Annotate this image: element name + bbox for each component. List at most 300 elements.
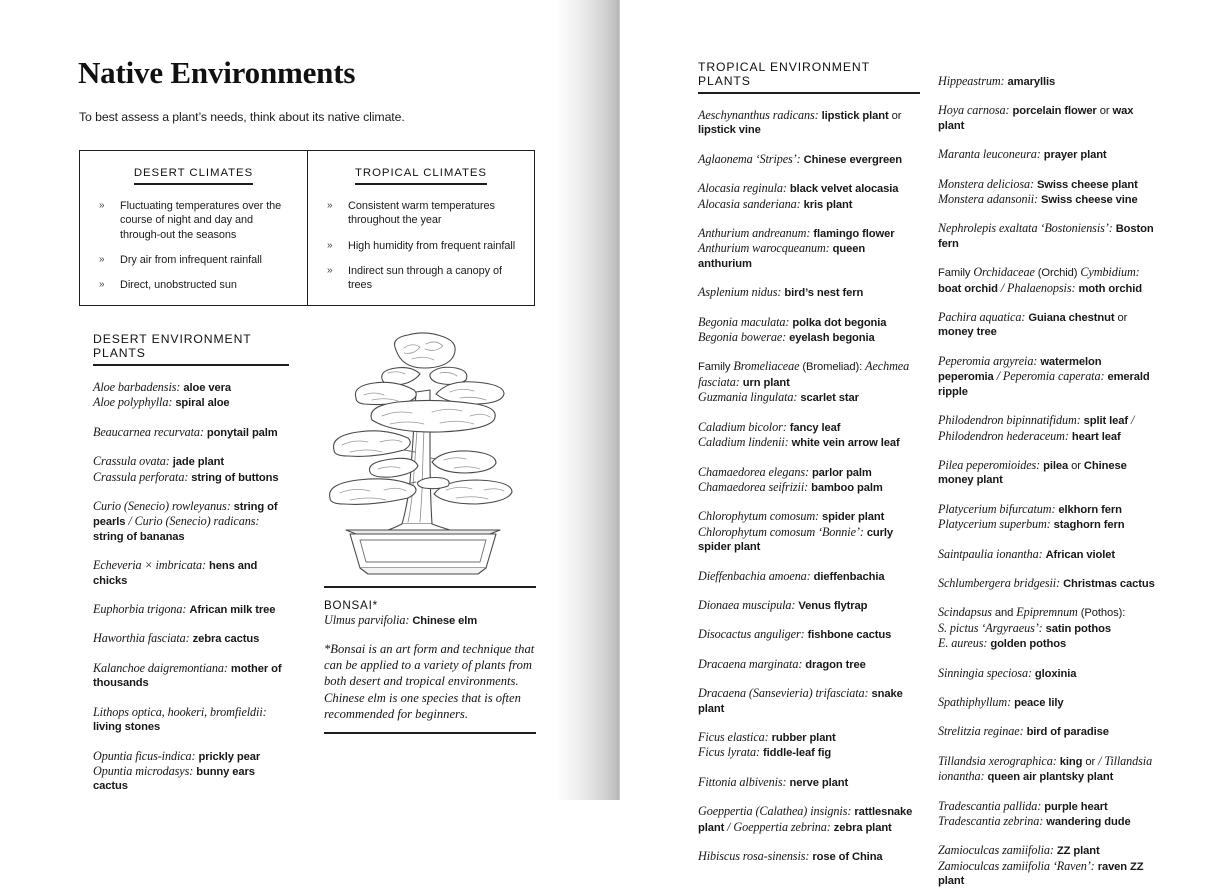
plant-entry <box>93 602 289 617</box>
plant-conjunction: or <box>1114 312 1128 325</box>
plant-group <box>698 315 920 346</box>
plant-entry <box>698 686 920 716</box>
bonsai-footnote: *Bonsai is an art form and technique that can be applied to a variety of plants from both desert and tropical environments. Chinese elm is one species that is often recommended for beginners. <box>324 642 535 721</box>
plant-separator: / <box>1128 413 1135 428</box>
plant-entry <box>93 454 289 469</box>
plant-entry <box>938 621 1160 636</box>
plant-common-name: staghorn fern <box>1053 519 1125 532</box>
plant-prefix: Family <box>938 267 974 280</box>
plant-entry <box>698 330 920 345</box>
plant-common-name: scarlet star <box>800 392 859 405</box>
plant-group <box>938 754 1160 785</box>
plant-latin-name: Aloe polyphylla: <box>93 395 173 410</box>
plant-roman-text: (Orchid) <box>1034 267 1081 280</box>
plant-common-name: emerald ripple <box>938 371 1150 398</box>
plant-latin-name: Peperomia argyreia: <box>938 353 1038 368</box>
plant-group <box>93 705 289 735</box>
plant-common-name: urn plant <box>742 376 790 389</box>
plant-entry <box>938 859 1160 889</box>
plant-latin-name: Asplenium nidus: <box>698 285 782 300</box>
plant-latin-name: Tradescantia zebrina: <box>938 814 1044 828</box>
plant-common-name: watermelon peperomia <box>938 355 1102 384</box>
chevron-right-icon: » <box>99 200 105 211</box>
plant-group <box>938 413 1160 444</box>
plant-latin-name: Maranta leuconeura: <box>938 147 1041 162</box>
desert-plants-section <box>93 332 289 794</box>
climate-bullet-text: High humidity from frequent rainfall <box>348 239 516 252</box>
chevron-right-icon: » <box>327 264 333 276</box>
plant-latin-name: Euphorbia trigona: <box>93 602 187 617</box>
tropical-plants-list-2 <box>938 74 1160 889</box>
plant-latin-name: Tillandsia xerographica: <box>938 753 1057 768</box>
plant-entry <box>698 598 920 613</box>
plant-common-name: golden pothos <box>990 638 1067 651</box>
climate-bullet <box>322 264 520 293</box>
plant-latin-name: E. aureus: <box>938 636 988 651</box>
plant-group <box>698 627 920 642</box>
plant-common-name: jade plant <box>172 456 224 469</box>
plant-entry <box>938 147 1160 162</box>
plant-common-name: wandering dude <box>1046 816 1131 828</box>
plant-group <box>938 576 1160 591</box>
plant-group <box>938 695 1160 710</box>
plant-group <box>938 724 1160 739</box>
plant-latin-name: Kalanchoe daigremontiana: <box>93 660 228 675</box>
plant-entry <box>698 509 920 524</box>
plant-entry <box>938 310 1160 340</box>
desert-climates-column <box>80 151 307 305</box>
desert-climates-heading: DESERT CLIMATES <box>134 167 253 185</box>
plant-common-name: porcelain flower <box>1012 105 1097 118</box>
plant-common-name: fiddle-leaf fig <box>763 747 832 760</box>
plant-common-name: Guiana chestnut <box>1028 312 1115 325</box>
plant-entry <box>698 465 920 480</box>
plant-entry <box>698 480 920 495</box>
plant-common-name: fishbone cactus <box>807 629 892 642</box>
plant-latin-name: Aeschynanthus radicans: <box>698 108 819 122</box>
plant-entry <box>698 657 920 672</box>
plant-common-name: amaryllis <box>1007 76 1056 88</box>
plant-group <box>698 598 920 613</box>
plant-common-name: ZZ plant <box>1056 845 1100 858</box>
plant-common-name: sky plant <box>1065 771 1114 784</box>
plant-latin-name: Lithops optica, hookeri, bromfieldii: <box>93 704 267 719</box>
plant-latin-name: Aloe barbadensis: <box>93 380 181 394</box>
plant-conjunction: or <box>1068 459 1084 472</box>
plant-entry <box>93 558 289 588</box>
plant-entry <box>938 724 1160 739</box>
plant-common-name: dragon tree <box>805 658 866 671</box>
plant-common-name: dieffenbachia <box>813 570 885 583</box>
plant-entry <box>698 420 920 435</box>
plant-common-name: king <box>1059 755 1083 768</box>
plant-entry <box>698 804 920 835</box>
plant-group <box>938 502 1160 533</box>
plant-latin-name: Chlorophytum comosum ‘Bonnie’: <box>698 524 864 539</box>
plant-entry <box>938 814 1160 829</box>
plant-common-name: rattlesnake plant <box>698 806 913 834</box>
plant-common-name: boat orchid <box>938 282 998 295</box>
plant-separator: / <box>993 369 1003 384</box>
plant-group <box>698 657 920 672</box>
left-page <box>0 0 556 800</box>
plant-latin-name: Platycerium superbum: <box>938 517 1051 532</box>
plant-common-name: black velvet alocasia <box>789 183 899 196</box>
plant-entry <box>938 413 1160 428</box>
plant-common-name: heart leaf <box>1071 430 1121 443</box>
plant-roman-text: (Bromeliad): <box>799 361 866 374</box>
plant-latin-name: Dracaena marginata: <box>698 656 803 671</box>
plant-latin-name: Hippeastrum: <box>938 74 1005 88</box>
tropical-climates-heading: TROPICAL CLIMATES <box>355 167 487 185</box>
plant-entry <box>698 745 920 760</box>
tropical-plants-column-2 <box>938 60 1160 889</box>
desert-climates-bullets <box>94 199 293 292</box>
plant-conjunction: or <box>888 110 902 122</box>
plant-latin-name: Peperomia caperata: <box>1002 369 1105 384</box>
plant-group <box>698 730 920 761</box>
plant-entry <box>698 627 920 642</box>
plant-group <box>938 221 1160 251</box>
plant-latin-name: S. pictus ‘Argyraeus’: <box>938 620 1043 635</box>
plant-group <box>938 354 1160 399</box>
plant-entry <box>938 458 1160 488</box>
plant-group <box>93 380 289 411</box>
plant-latin-name: Disocactus anguliger: <box>698 627 805 642</box>
plant-group <box>698 775 920 790</box>
plant-latin-name: Bromeliaceae <box>733 359 800 374</box>
desert-plants-list <box>93 380 289 794</box>
plant-latin-name: Pilea peperomioides: <box>938 457 1041 472</box>
plant-latin-name: Chamaedorea elegans: <box>698 464 809 479</box>
plant-entry <box>938 666 1160 681</box>
plant-group <box>938 458 1160 488</box>
plant-entry <box>698 226 920 241</box>
plant-conjunction: or <box>1082 755 1099 768</box>
plant-latin-name: Epipremnum <box>1016 605 1078 620</box>
plant-separator: / <box>997 280 1007 295</box>
plant-common-name: split leaf <box>1083 415 1129 428</box>
plant-latin-name: Beaucarnea recurvata: <box>93 424 204 439</box>
plant-latin-name: Strelitzia reginae: <box>938 724 1024 739</box>
plant-entry <box>93 395 289 410</box>
plant-entry <box>698 435 920 450</box>
plant-entry <box>938 605 1160 620</box>
plant-common-name: kris plant <box>803 198 853 211</box>
plant-latin-name: Dieffenbachia amoena: <box>698 568 811 583</box>
plant-common-name: moth orchid <box>1078 282 1142 295</box>
plant-common-name: flamingo flower <box>813 228 895 241</box>
plant-latin-name: Caladium bicolor: <box>698 419 787 434</box>
plant-group <box>93 454 289 485</box>
plant-common-name: string of bananas <box>93 530 185 543</box>
desert-plants-heading: DESERT ENVIRONMENT PLANTS <box>93 332 289 366</box>
plant-group <box>93 499 289 544</box>
plant-group <box>938 265 1160 296</box>
plant-common-name: Swiss cheese vine <box>1041 194 1138 207</box>
plant-group <box>93 749 289 794</box>
plant-entry <box>938 74 1160 89</box>
plant-entry <box>698 152 920 167</box>
plant-group <box>698 108 920 138</box>
plant-latin-name: Ficus elastica: <box>698 729 769 744</box>
plant-common-name: Boston fern <box>938 223 1154 250</box>
bonsai-caption-title: BONSAI* <box>324 599 378 612</box>
plant-entry <box>93 631 289 646</box>
plant-entry <box>93 425 289 440</box>
plant-group <box>93 558 289 588</box>
plant-latin-name: Sinningia speciosa: <box>938 665 1032 680</box>
plant-separator: / <box>125 514 135 529</box>
plant-latin-name: Chlorophytum comosum: <box>698 509 820 524</box>
page-gutter-shadow <box>556 0 620 800</box>
plant-common-name: rubber plant <box>771 731 836 744</box>
plant-common-name: string of buttons <box>191 471 279 484</box>
plant-latin-name: Curio (Senecio) rowleyanus: <box>93 499 231 514</box>
plant-group <box>938 74 1160 89</box>
plant-latin-name: Dracaena (Sansevieria) trifasciata: <box>698 686 869 701</box>
intro-text: To best assess a plant’s needs, think about its native climate. <box>79 110 405 124</box>
plant-latin-name: Opuntia microdasys: <box>93 763 194 778</box>
bonsai-latin-name: Ulmus parvifolia: <box>324 613 410 627</box>
plant-common-name: curly spider plant <box>698 526 894 554</box>
plant-latin-name: Scindapsus <box>938 605 992 620</box>
plant-entry <box>938 695 1160 710</box>
plant-common-name: lipstick plant <box>821 110 889 122</box>
plant-common-name: mother of thousands <box>93 662 282 690</box>
plant-common-name: satin pothos <box>1045 622 1111 635</box>
plant-latin-name: Haworthia fasciata: <box>93 631 190 646</box>
plant-common-name: spider plant <box>822 511 885 524</box>
plant-latin-name: Chamaedorea seifrizii: <box>698 479 809 494</box>
plant-common-name: hens and chicks <box>93 560 258 587</box>
plant-common-name: bunny ears cactus <box>93 765 255 793</box>
plant-group <box>938 103 1160 133</box>
plant-common-name: African milk tree <box>189 604 276 617</box>
plant-common-name: bird of paradise <box>1026 726 1109 739</box>
plant-latin-name: Goeppertia zebrina: <box>733 819 831 834</box>
plant-entry <box>938 221 1160 251</box>
plant-latin-name: Schlumbergera bridgesii: <box>938 575 1061 590</box>
plant-latin-name: Anthurium warocqueanum: <box>698 241 830 256</box>
plant-common-name: Chinese money plant <box>938 459 1127 487</box>
plant-entry <box>698 241 920 271</box>
plant-latin-name: Hoya carnosa: <box>938 103 1010 118</box>
plant-latin-name: Ficus lyrata: <box>698 745 760 760</box>
tropical-plants-list-1 <box>698 108 920 864</box>
plant-group <box>698 152 920 167</box>
plant-common-name: aloe vera <box>183 382 231 394</box>
right-page <box>620 0 1232 888</box>
plant-entry <box>93 705 289 735</box>
plant-group <box>698 569 920 584</box>
plant-entry <box>938 103 1160 133</box>
plant-common-name: snake plant <box>698 688 903 715</box>
plant-separator: / <box>724 819 734 834</box>
plant-latin-name: Dionaea muscipula: <box>698 597 796 612</box>
plant-group <box>938 310 1160 340</box>
chevron-right-icon: » <box>99 279 105 291</box>
plant-latin-name: Orchidaceae <box>973 265 1035 280</box>
plant-common-name: Christmas cactus <box>1063 577 1155 590</box>
plant-common-name: parlor palm <box>811 466 872 479</box>
plant-common-name: fancy leaf <box>789 421 841 434</box>
plant-entry <box>938 636 1160 651</box>
plant-group <box>698 285 920 300</box>
plant-group <box>938 147 1160 162</box>
plant-latin-name: Philodendron bipinnatifidum: <box>938 413 1081 428</box>
plant-latin-name: Phalaenopsis: <box>1007 280 1076 295</box>
plant-latin-name: Zamioculcas zamiifolia ‘Raven’: <box>938 858 1095 873</box>
plant-common-name: Venus flytrap <box>798 599 868 612</box>
plant-entry <box>698 315 920 330</box>
climate-bullet <box>94 199 293 242</box>
bonsai-tree-illustration <box>320 332 538 578</box>
chevron-right-icon: » <box>327 200 333 211</box>
plant-entry <box>698 525 920 555</box>
plant-group <box>698 226 920 271</box>
plant-entry <box>938 354 1160 399</box>
plant-latin-name: Monstera deliciosa: <box>938 176 1034 191</box>
climate-bullet-text: Direct, unobstructed sun <box>120 279 237 292</box>
page-title: Native Environments <box>78 55 356 90</box>
plant-latin-name: Goeppertia (Calathea) insignis: <box>698 804 852 819</box>
plant-entry <box>698 108 920 138</box>
plant-entry <box>938 502 1160 517</box>
plant-roman-text: (Pothos): <box>1077 607 1126 620</box>
plant-group <box>698 804 920 835</box>
climate-bullet <box>94 253 293 267</box>
plant-entry <box>698 359 920 390</box>
plant-latin-name: Zamioculcas zamiifolia: <box>938 843 1054 858</box>
plant-latin-name: Crassula perforata: <box>93 469 189 484</box>
tropical-climates-bullets <box>322 199 520 292</box>
climate-bullet <box>322 239 520 253</box>
plant-common-name: ponytail palm <box>206 426 278 439</box>
plant-entry <box>938 517 1160 532</box>
plant-latin-name: Crassula ovata: <box>93 454 170 469</box>
plant-latin-name: Caladium lindenii: <box>698 435 789 450</box>
climate-bullet-text: Fluctuating temperatures over the course of night and day and through-out the seasons <box>120 200 282 241</box>
plant-common-name: living stones <box>93 721 161 734</box>
plant-entry <box>938 547 1160 562</box>
plant-common-name: wax plant <box>938 105 1134 132</box>
plant-common-name: white vein arrow leaf <box>791 437 900 450</box>
plant-common-name: raven ZZ plant <box>938 860 1144 888</box>
plant-common-name: money tree <box>938 326 997 339</box>
tropical-plants-heading: TROPICAL ENVIRONMENT PLANTS <box>698 60 920 94</box>
plant-group <box>93 602 289 617</box>
plant-common-name: gloxinia <box>1034 667 1077 680</box>
plant-group <box>93 631 289 646</box>
plant-latin-name: Aglaonema ‘Stripes’: <box>698 151 801 166</box>
plant-common-name: elkhorn fern <box>1058 503 1122 516</box>
plant-group <box>698 359 920 405</box>
plant-entry <box>938 843 1160 858</box>
plant-group <box>698 465 920 496</box>
plant-latin-name: Monstera adansonii: <box>938 192 1038 207</box>
plant-latin-name: Hibiscus rosa-sinensis: <box>698 849 810 863</box>
plant-latin-name: Platycerium bifurcatum: <box>938 501 1056 516</box>
bonsai-common-name: Chinese elm <box>412 615 478 627</box>
plant-common-name: queen anthurium <box>698 243 866 270</box>
plant-common-name: purple heart <box>1044 800 1108 813</box>
plant-group <box>938 843 1160 888</box>
chevron-right-icon: » <box>99 253 105 265</box>
plant-entry <box>93 764 289 794</box>
plant-common-name: bird’s nest fern <box>784 287 864 300</box>
plant-entry <box>698 775 920 790</box>
plant-common-name: spiral aloe <box>175 397 230 410</box>
plant-entry <box>698 197 920 212</box>
plant-latin-name: Begonia maculata: <box>698 314 790 329</box>
plant-group <box>698 420 920 451</box>
plant-group <box>938 177 1160 208</box>
plant-group <box>698 686 920 716</box>
tropical-climates-column <box>307 151 534 305</box>
plant-separator: / <box>1098 753 1105 768</box>
plant-common-name: Chinese evergreen <box>803 153 903 166</box>
plant-common-name: zebra plant <box>833 821 892 834</box>
plant-latin-name: Pachira aquatica: <box>938 310 1026 325</box>
climate-bullet-text: Indirect sun through a canopy of trees <box>348 264 502 292</box>
plant-group <box>938 547 1160 562</box>
plant-entry <box>938 429 1160 444</box>
bonsai-caption-box <box>324 586 536 734</box>
plant-latin-name: Begonia bowerae: <box>698 330 787 345</box>
tropical-plants-column-1 <box>698 60 920 864</box>
plant-entry <box>93 499 289 544</box>
plant-group <box>938 799 1160 830</box>
plant-latin-name: Saintpaulia ionantha: <box>938 546 1043 561</box>
plant-common-name: zebra cactus <box>192 633 260 646</box>
plant-entry <box>938 754 1160 785</box>
plant-roman-text: and <box>991 607 1017 620</box>
plant-latin-name: Cymbidium: <box>1080 265 1140 280</box>
plant-latin-name: Guzmania lingulata: <box>698 390 798 405</box>
climate-bullet <box>94 278 293 292</box>
climates-comparison-box <box>79 150 535 306</box>
plant-latin-name: Alocasia reginula: <box>698 181 787 196</box>
plant-entry <box>698 849 920 864</box>
plant-prefix: Family <box>698 361 734 374</box>
plant-common-name: prickly pear <box>198 750 261 763</box>
plant-entry <box>93 749 289 764</box>
plant-conjunction: or <box>1096 105 1113 118</box>
plant-common-name: lipstick vine <box>698 124 761 137</box>
climate-bullet-text: Consistent warm temperatures throughout the year <box>348 200 495 227</box>
plant-latin-name: Aechmea fasciata: <box>698 359 910 389</box>
plant-group <box>698 509 920 554</box>
plant-common-name: eyelash begonia <box>789 332 875 345</box>
plant-entry <box>698 285 920 300</box>
plant-entry <box>938 192 1160 207</box>
plant-group <box>938 605 1160 651</box>
plant-latin-name: Tradescantia pallida: <box>938 798 1042 813</box>
climate-bullet <box>322 199 520 228</box>
plant-group <box>93 661 289 691</box>
plant-common-name: peace lily <box>1014 696 1064 709</box>
plant-latin-name: Opuntia ficus-indica: <box>93 748 196 763</box>
plant-entry <box>93 470 289 485</box>
plant-latin-name: Alocasia sanderiana: <box>698 196 801 211</box>
plant-entry <box>938 799 1160 814</box>
plant-latin-name: Echeveria × imbricata: <box>93 558 206 573</box>
plant-latin-name: Curio (Senecio) radicans: <box>134 514 260 529</box>
plant-group <box>698 181 920 212</box>
plant-common-name: string of pearls <box>93 501 278 529</box>
plant-entry <box>938 576 1160 591</box>
